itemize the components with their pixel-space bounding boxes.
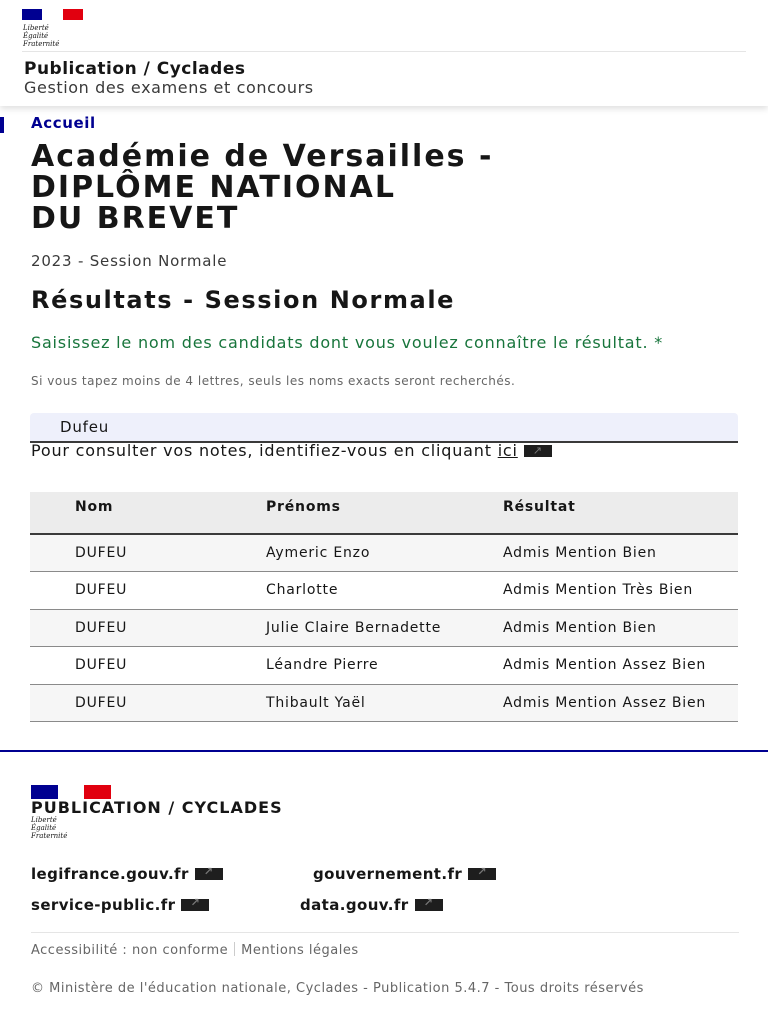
cell-resultat: Admis Mention Assez Bien [503,684,738,722]
footer-link-label: legifrance.gouv.fr [31,865,189,883]
candidate-name-input[interactable] [30,413,738,443]
motto-line: Égalité [31,824,57,832]
motto-line: Fraternité [23,40,60,48]
page-title [31,141,751,234]
external-link-icon [415,899,443,911]
footer-brand[interactable]: PUBLICATION / CYCLADES [31,798,283,817]
accessibility-link[interactable]: Accessibilité : non conforme [31,943,229,958]
republic-motto [31,816,67,840]
table-header-row [30,492,738,534]
cell-prenoms: Thibault Yaël [266,684,503,722]
legal-notice-link[interactable]: Mentions légales [241,943,359,958]
footer-divider [31,932,739,933]
footer-link-data-gouv[interactable] [300,896,443,914]
column-header-resultat: Résultat [503,492,738,534]
footer-link-label: data.gouv.fr [300,896,409,914]
footer-link-gouvernement[interactable] [313,865,496,883]
table-row [30,534,738,572]
cell-prenoms: Aymeric Enzo [266,534,503,572]
notes-login-notice [31,442,751,460]
motto-line: Liberté [23,24,49,32]
cell-resultat: Admis Mention Très Bien [503,572,738,610]
notes-login-link[interactable] [498,441,552,460]
footer-bottom-links [31,942,359,958]
results-table [30,492,738,722]
service-title[interactable]: Publication / Cyclades [24,59,246,79]
page-title-line: Académie de Versailles - [31,139,494,174]
cell-nom: DUFEU [30,609,266,647]
notes-login-link-label: ici [497,441,518,460]
external-link-icon [468,868,496,880]
cell-nom: DUFEU [30,647,266,685]
site-header [0,0,768,106]
motto-line: Égalité [23,32,49,40]
column-header-nom: Nom [30,492,266,534]
cell-prenoms: Léandre Pierre [266,647,503,685]
service-tagline: Gestion des examens et concours [24,78,314,97]
external-link-icon [181,899,209,911]
republic-motto [23,24,59,48]
footer-link-service-public[interactable] [31,896,209,914]
motto-line: Liberté [31,816,57,824]
external-link-icon [195,868,223,880]
cell-resultat: Admis Mention Bien [503,609,738,647]
breadcrumb-marker [0,117,4,133]
search-field-label: Saisissez le nom des candidats dont vous voulez connaître le résultat. * [31,333,664,352]
site-footer [0,750,768,1024]
notes-login-text: Pour consulter vos notes, identifiez-vous en cliquant [31,441,498,460]
page-title-line: DIPLÔME NATIONAL [31,170,396,205]
cell-nom: DUFEU [30,572,266,610]
table-row [30,684,738,722]
results-section-title: Résultats - Session Normale [31,286,456,314]
header-divider [22,51,746,52]
cell-nom: DUFEU [30,684,266,722]
footer-link-label: service-public.fr [31,896,176,914]
republique-francaise-flag-logo [22,9,83,20]
external-link-icon [524,445,552,457]
table-row [30,647,738,685]
page-title-line: DU BREVET [31,201,240,236]
table-row [30,609,738,647]
search-field-hint: Si vous tapez moins de 4 lettres, seuls les noms exacts seront recherchés. [31,374,516,388]
breadcrumb-home-link[interactable]: Accueil [31,114,96,132]
table-row [30,572,738,610]
footer-link-separator [234,942,235,956]
cell-resultat: Admis Mention Assez Bien [503,647,738,685]
cell-resultat: Admis Mention Bien [503,534,738,572]
cell-nom: DUFEU [30,534,266,572]
session-subtitle: 2023 - Session Normale [31,252,228,270]
column-header-prenoms: Prénoms [266,492,503,534]
footer-link-label: gouvernement.fr [313,865,463,883]
republique-francaise-flag-logo [31,785,111,799]
footer-link-legifrance[interactable] [31,865,223,883]
copyright-notice: © Ministère de l'éducation nationale, Cyclades - Publication 5.4.7 - Tous droits réservés [31,981,644,996]
motto-line: Fraternité [31,832,68,840]
cell-prenoms: Julie Claire Bernadette [266,609,503,647]
cell-prenoms: Charlotte [266,572,503,610]
